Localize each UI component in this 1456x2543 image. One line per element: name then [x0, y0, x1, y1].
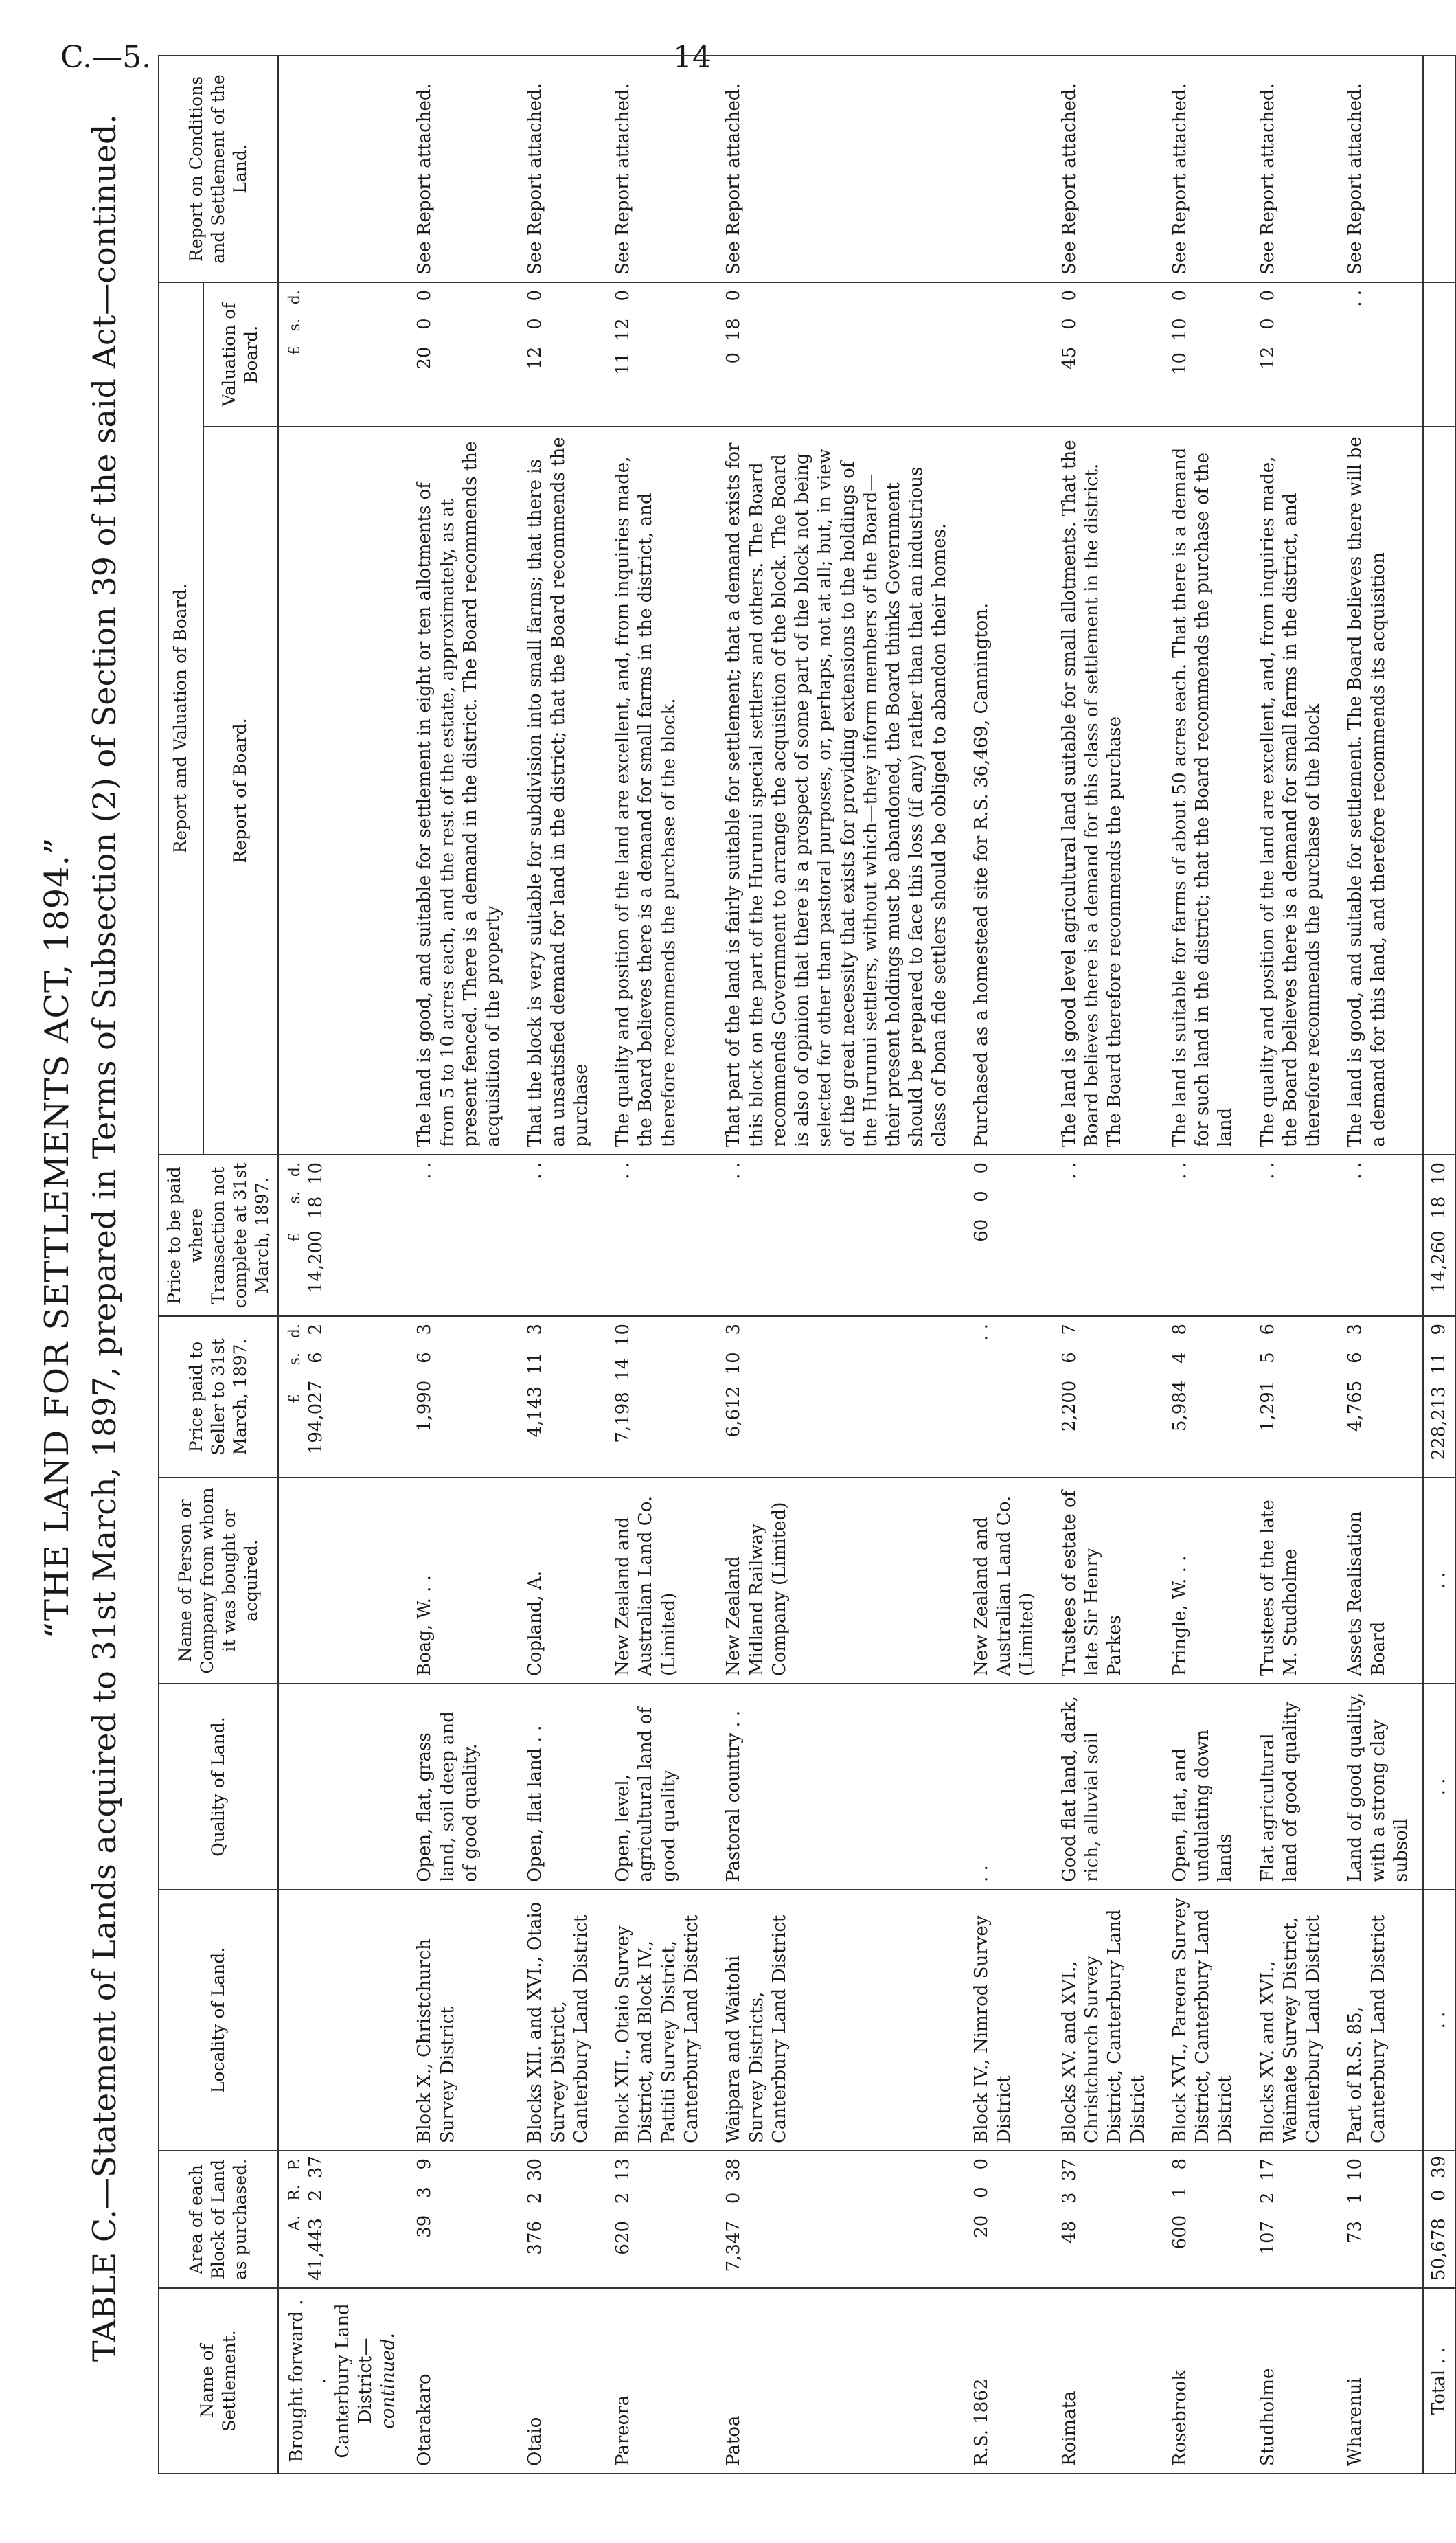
area-units: A. R. P. — [286, 2158, 304, 2231]
settlement-locality: Waipara and Waitohi Survey Districts, Canterbury Land District — [713, 1890, 961, 2151]
settlement-valuation: 20 0 0 — [404, 282, 514, 427]
area-units-cell — [278, 2151, 404, 2288]
settlement-quality: Pastoral country . . — [713, 1684, 961, 1890]
settlement-valuation — [961, 282, 1049, 427]
price-to-pay-units: £ s. d. — [286, 1162, 304, 1243]
settlement-area: 600 1 8 — [1159, 2151, 1247, 2288]
price-paid-units: £ s. d. — [286, 1324, 304, 1404]
settlement-report: The land is suitable for farms of about 50 acres each. That there is a demand for such land in the district; that the Board recommends the purchase of the land — [1159, 427, 1247, 1155]
settlement-valuation: 0 18 0 — [713, 282, 961, 427]
total-price-paid: 228,213 11 9 — [1423, 1316, 1455, 1478]
district-name: Canterbury Land District— — [332, 2303, 376, 2459]
total-locality: . . — [1423, 1890, 1455, 2151]
table-row-otarakaro — [404, 56, 514, 2474]
settlement-quality: Open, flat land . . — [514, 1684, 602, 1890]
settlement-report: That the block is very suitable for subdivision into small farms; that there is an unsatisfied demand for land in the district; that the Board recommends the purchase — [514, 427, 602, 1155]
settlement-price-paid: 4,143 11 3 — [514, 1316, 602, 1478]
price-to-pay-units-cell — [278, 1155, 404, 1316]
table-row-otaio — [514, 56, 602, 2474]
lands-table — [158, 55, 1456, 2474]
settlement-rows — [404, 56, 1423, 2474]
settlement-vendor: Copland, A. — [514, 1478, 602, 1684]
settlement-vendor: New Zealand Midland Railway Company (Limited) — [713, 1478, 961, 1684]
settlement-price-paid: 2,200 6 7 — [1049, 1316, 1159, 1478]
brought-forward-price-paid: 194,027 6 2 — [306, 1324, 327, 1455]
settlement-price-to-pay: . . — [1334, 1155, 1423, 1316]
table-title: TABLE C.—Statement of Lands acquired to 31st March, 1897, prepared in Terms of Subsection (2) of Section 39 of the said Act—continued. — [86, 113, 123, 2362]
header-price-to-pay: Price to be paid where Transaction not complete at 31st March, 1897. — [159, 1155, 278, 1316]
total-price-to-pay: 14,260 18 10 — [1423, 1155, 1455, 1316]
settlement-price-to-pay: . . — [1247, 1155, 1335, 1316]
settlement-vendor: Trustees of the late M. Studholme — [1247, 1478, 1335, 1684]
settlement-valuation: 45 0 0 — [1049, 282, 1159, 427]
valuation-units: £ s. d. — [286, 289, 304, 356]
total-vendor: . . — [1423, 1478, 1455, 1684]
header-vendor: Name of Person or Company from whom it was bought or acquired. — [159, 1478, 278, 1684]
table-row-rosebrook — [1159, 56, 1247, 2474]
settlement-price-paid: 1,990 6 3 — [404, 1316, 514, 1478]
settlement-vendor: Trustees of estate of late Sir Henry Parkes — [1049, 1478, 1159, 1684]
settlement-name: Roimata — [1049, 2288, 1159, 2474]
settlement-price-to-pay: . . — [514, 1155, 602, 1316]
settlement-area: 73 1 10 — [1334, 2151, 1423, 2288]
settlement-report: The land is good, and suitable for settlement in eight or ten allotments of from 5 to 10 acres each, and the rest of the estate, approximately, as at present fenced. There is a demand in the district. The Board recommends the acquisition of the property — [404, 427, 514, 1155]
settlement-area: 48 3 37 — [1049, 2151, 1159, 2288]
settlement-conditions — [961, 56, 1049, 282]
district-continued: continued. — [378, 2333, 399, 2429]
total-label: Total . . — [1423, 2288, 1455, 2474]
settlement-vendor: Boag, W. . . — [404, 1478, 514, 1684]
table-row-pareora — [602, 56, 713, 2474]
settlement-report: That part of the land is fairly suitable for settlement; that a demand exists for this block on the part of the Hurunui special settlers and others. The Board recommends Government to arrange the acquisition of the block. The Board is also of opinion that there is a prospect of some part of the block not being selected for other than pastoral purposes, or, perhaps, not at all; but, in view of the great necessity that exists for providing extensions to the holdings of the Hurunui settlers, without which—they inform members of the Board—their present holdings must be abandoned, the Board thinks Government should be prepared to face this loss (if any) rather than that an industrious class of bona fide settlers should be obliged to abandon their homes. — [713, 427, 961, 1155]
brought-forward-area: 41,443 2 37 — [306, 2156, 327, 2281]
table-row-roimata — [1049, 56, 1159, 2474]
total-quality: . . — [1423, 1684, 1455, 1890]
settlement-report: The land is good, and suitable for settlement. The Board believes there will be a demand for this land, and therefore recommends its acquisition — [1334, 427, 1423, 1155]
settlement-price-to-pay: . . — [1159, 1155, 1247, 1316]
settlement-area: 107 2 17 — [1247, 2151, 1335, 2288]
header-valuation: Valuation of Board. — [203, 282, 278, 427]
settlement-valuation: 10 10 0 — [1159, 282, 1247, 427]
table-row-rs1862 — [961, 56, 1049, 2474]
table-row-wharenui — [1334, 56, 1423, 2474]
settlement-report: Purchased as a homestead site for R.S. 36,469, Cannington. — [961, 427, 1049, 1155]
settlement-price-paid: 4,765 6 3 — [1334, 1316, 1423, 1478]
settlement-name: Patoa — [713, 2288, 961, 2474]
settlement-locality: Blocks XII. and XVI., Otaio Survey District, Canterbury Land District — [514, 1890, 602, 2151]
brought-forward-row — [278, 56, 404, 2474]
settlement-area: 39 3 9 — [404, 2151, 514, 2288]
settlement-name: Otarakaro — [404, 2288, 514, 2474]
settlement-price-to-pay: . . — [602, 1155, 713, 1316]
page-number: 14 — [673, 40, 712, 75]
settlement-locality: Part of R.S. 85, Canterbury Land District — [1334, 1890, 1423, 2151]
settlement-valuation: 11 12 0 — [602, 282, 713, 427]
settlement-price-to-pay: . . — [1049, 1155, 1159, 1316]
settlement-report: The land is good level agricultural land suitable for small allotments. That the Board believes there is a demand for this class of settlement in the district. The Board therefore recommends the purchase — [1049, 427, 1159, 1155]
total-row — [1423, 56, 1455, 2474]
settlement-price-paid: . . — [961, 1316, 1049, 1478]
settlement-locality: Block X., Christchurch Survey District — [404, 1890, 514, 2151]
table-row-patoa — [713, 56, 961, 2474]
settlement-report: The quality and position of the land are excellent, and, from inquiries made, the Board believes there is a demand for small farms in the district, and therefore recommends the purchase of the block — [1247, 427, 1335, 1155]
settlement-conditions: See Report attached. — [1159, 56, 1247, 282]
settlement-price-paid: 7,198 14 10 — [602, 1316, 713, 1478]
valuation-units-cell — [278, 282, 404, 427]
settlement-conditions: See Report attached. — [713, 56, 961, 282]
header-price-paid: Price paid to Seller to 31st March, 1897. — [159, 1316, 278, 1478]
settlement-vendor: New Zealand and Australian Land Co. (Limited) — [602, 1478, 713, 1684]
settlement-price-to-pay: . . — [404, 1155, 514, 1316]
settlement-name: Otaio — [514, 2288, 602, 2474]
settlement-name: Studholme — [1247, 2288, 1335, 2474]
brought-forward-label: Brought forward . . — [286, 2299, 330, 2463]
settlement-locality: Block XVI., Pareora Survey District, Canterbury Land District — [1159, 1890, 1247, 2151]
settlement-quality: Open, flat, and undulating down lands — [1159, 1684, 1247, 1890]
settlement-vendor: Pringle, W. . . — [1159, 1478, 1247, 1684]
settlement-valuation: 12 0 0 — [1247, 282, 1335, 427]
settlement-valuation: 12 0 0 — [514, 282, 602, 427]
settlement-quality: Land of good quality, with a strong clay subsoil — [1334, 1684, 1423, 1890]
settlement-locality: Blocks XV. and XVI., Christchurch Survey District, Canterbury Land District — [1049, 1890, 1159, 2151]
settlement-locality: Blocks XV. and XVI., Waimate Survey District, Canterbury Land District — [1247, 1890, 1335, 2151]
settlement-price-to-pay: 60 0 0 — [961, 1155, 1049, 1316]
settlement-price-to-pay: . . — [713, 1155, 961, 1316]
settlement-price-paid: 1,291 5 6 — [1247, 1316, 1335, 1478]
settlement-area: 20 0 0 — [961, 2151, 1049, 2288]
settlement-area: 620 2 13 — [602, 2151, 713, 2288]
settlement-name: Pareora — [602, 2288, 713, 2474]
settlement-conditions: See Report attached. — [404, 56, 514, 282]
settlement-name: R.S. 1862 — [961, 2288, 1049, 2474]
settlement-quality: Open, level, agricultural land of good quality — [602, 1684, 713, 1890]
header-conditions: Report on Conditions and Settlement of the Land. — [159, 56, 278, 282]
settlement-name: Wharenui — [1334, 2288, 1423, 2474]
header-quality: Quality of Land. — [159, 1684, 278, 1890]
brought-forward-label-cell — [278, 2288, 404, 2474]
brought-forward-price-to-pay: 14,200 18 10 — [306, 1162, 327, 1293]
header-name: Name of Settlement. — [159, 2288, 278, 2474]
header-report: Report of Board. — [203, 427, 278, 1155]
settlement-conditions: See Report attached. — [1334, 56, 1423, 282]
settlement-valuation: . . — [1334, 282, 1423, 427]
settlement-area: 7,347 0 38 — [713, 2151, 961, 2288]
settlement-vendor: New Zealand and Australian Land Co. (Limited) — [961, 1478, 1049, 1684]
settlement-conditions: See Report attached. — [1049, 56, 1159, 282]
header-report-group: Report and Valuation of Board. — [159, 282, 203, 1155]
header-locality: Locality of Land. — [159, 1890, 278, 2151]
price-paid-units-cell — [278, 1316, 404, 1478]
settlement-quality: Flat agricultural land of good quality — [1247, 1684, 1335, 1890]
settlement-quality: . . — [961, 1684, 1049, 1890]
settlement-locality: Block XII., Otaio Survey District, and Block IV., Pattiti Survey District, Canterbury Land District — [602, 1890, 713, 2151]
header-area-label: Area of each Block of Land as purchased. — [186, 2158, 250, 2281]
settlement-vendor: Assets Realisation Board — [1334, 1478, 1423, 1684]
settlement-quality: Open, flat, grass land, soil deep and of good quality. — [404, 1684, 514, 1890]
settlement-report: The quality and position of the land are excellent, and, from inquiries made, the Board believes there is a demand for small farms in the district, and therefore recommends the purchase of the block. — [602, 427, 713, 1155]
table-row-studholme — [1247, 56, 1335, 2474]
settlement-locality: Block IV., Nimrod Survey District — [961, 1890, 1049, 2151]
page-reference: C.—5. — [60, 40, 152, 75]
settlement-conditions: See Report attached. — [602, 56, 713, 282]
header-area — [159, 2151, 278, 2288]
settlement-conditions: See Report attached. — [1247, 56, 1335, 282]
act-title: “THE LAND FOR SETTLEMENTS ACT, 1894.” — [38, 837, 76, 1639]
total-area: 50,678 0 39 — [1423, 2151, 1455, 2288]
settlement-price-paid: 6,612 10 3 — [713, 1316, 961, 1478]
settlement-price-paid: 5,984 4 8 — [1159, 1316, 1247, 1478]
settlement-area: 376 2 30 — [514, 2151, 602, 2288]
settlement-conditions: See Report attached. — [514, 56, 602, 282]
settlement-quality: Good flat land, dark, rich, alluvial soil — [1049, 1684, 1159, 1890]
settlement-name: Rosebrook — [1159, 2288, 1247, 2474]
